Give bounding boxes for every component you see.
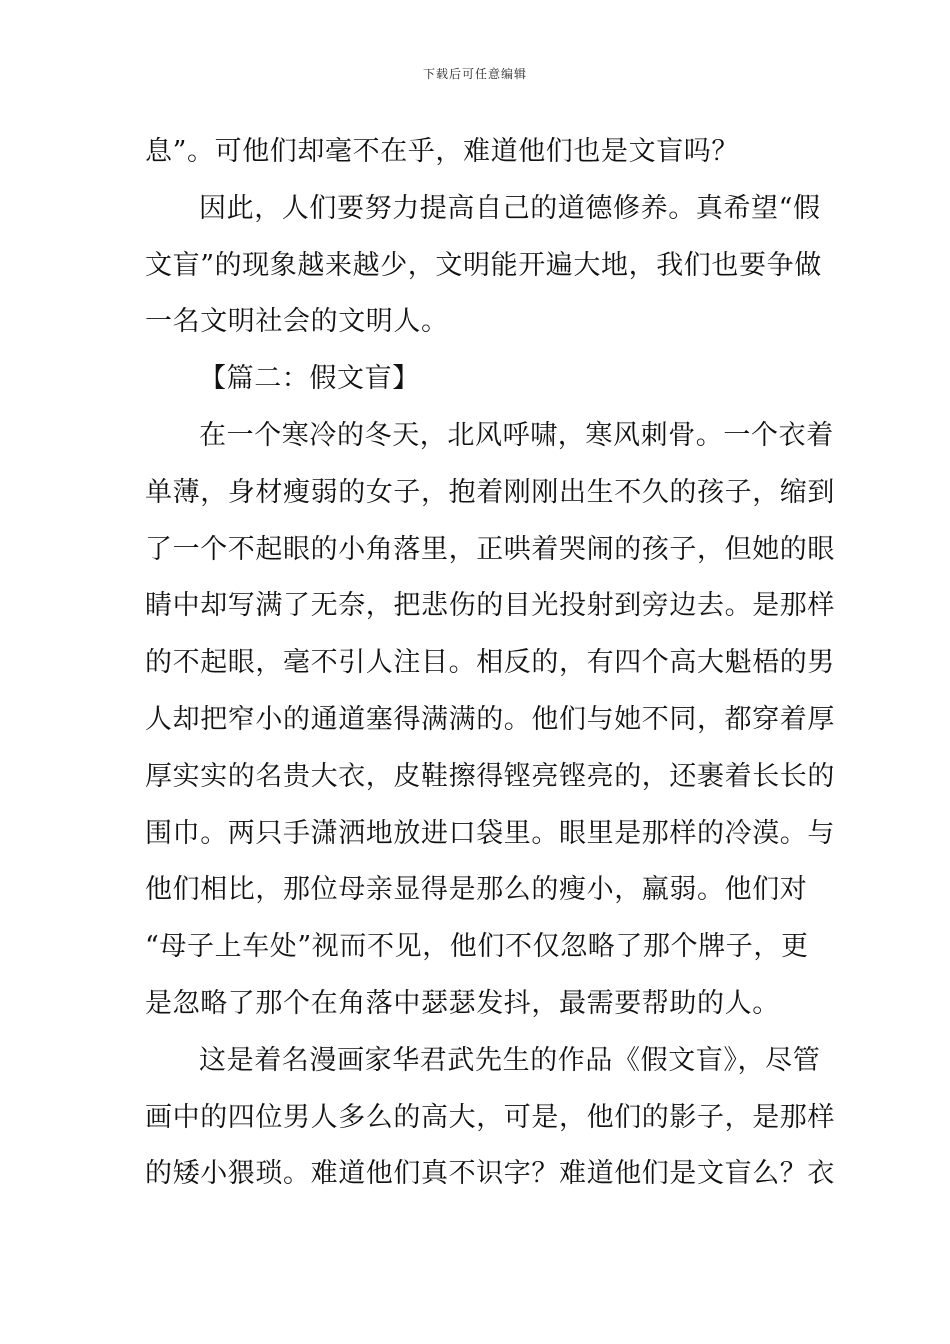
text-line: 的不起眼，毫不引人注目。相反的，有四个高大魁梧的男 <box>145 647 835 679</box>
text-line: 是忽略了那个在角落中瑟瑟发抖，最需要帮助的人。 <box>145 987 780 1019</box>
text-line: 因此，人们要努力提高自己的道德修养。真希望“假 <box>199 192 821 224</box>
section-heading: 【篇二：假文盲】 <box>199 363 420 395</box>
text-line: 在一个寒冷的冬天，北风呼啸，寒风刺骨。一个衣着 <box>199 419 834 451</box>
document-body <box>145 128 835 1207</box>
text-line: 的矮小猥琐。难道他们真不识字？难道他们是文盲么？衣 <box>145 1158 835 1190</box>
text-line: 文盲”的现象越来越少，文明能开遍大地，我们也要争做 <box>145 249 822 281</box>
text-line: 这是着名漫画家华君武先生的作品《假文盲》，尽管 <box>199 1044 821 1076</box>
page-header: 下载后可任意编辑 <box>422 67 527 81</box>
text-line: 厚实实的名贵大衣，皮鞋擦得铿亮铿亮的，还裹着长长的 <box>145 760 835 792</box>
text-line: 画中的四位男人多么的高大，可是，他们的影子，是那样 <box>145 1101 835 1133</box>
text-line: 睛中却写满了无奈，把悲伤的目光投射到旁边去。是那样 <box>145 590 835 622</box>
text-line: 息”。可他们却毫不在乎，难道他们也是文盲吗？ <box>145 136 740 167</box>
text-line: “母子上车处”视而不见，他们不仅忽略了那个牌子，更 <box>145 931 809 963</box>
text-line: 他们相比，那位母亲显得是那么的瘦小，羸弱。他们对 <box>145 874 808 906</box>
text-line: 围巾。两只手潇洒地放进口袋里。眼里是那样的冷漠。与 <box>145 817 835 849</box>
text-line: 人却把窄小的通道塞得满满的。他们与她不同，都穿着厚 <box>145 703 835 735</box>
text-line: 一名文明社会的文明人。 <box>145 306 449 338</box>
text-line: 了一个不起眼的小角落里，正哄着哭闹的孩子，但她的眼 <box>145 533 835 565</box>
text-line: 单薄，身材瘦弱的女子，抱着刚刚出生不久的孩子，缩到 <box>145 476 835 508</box>
